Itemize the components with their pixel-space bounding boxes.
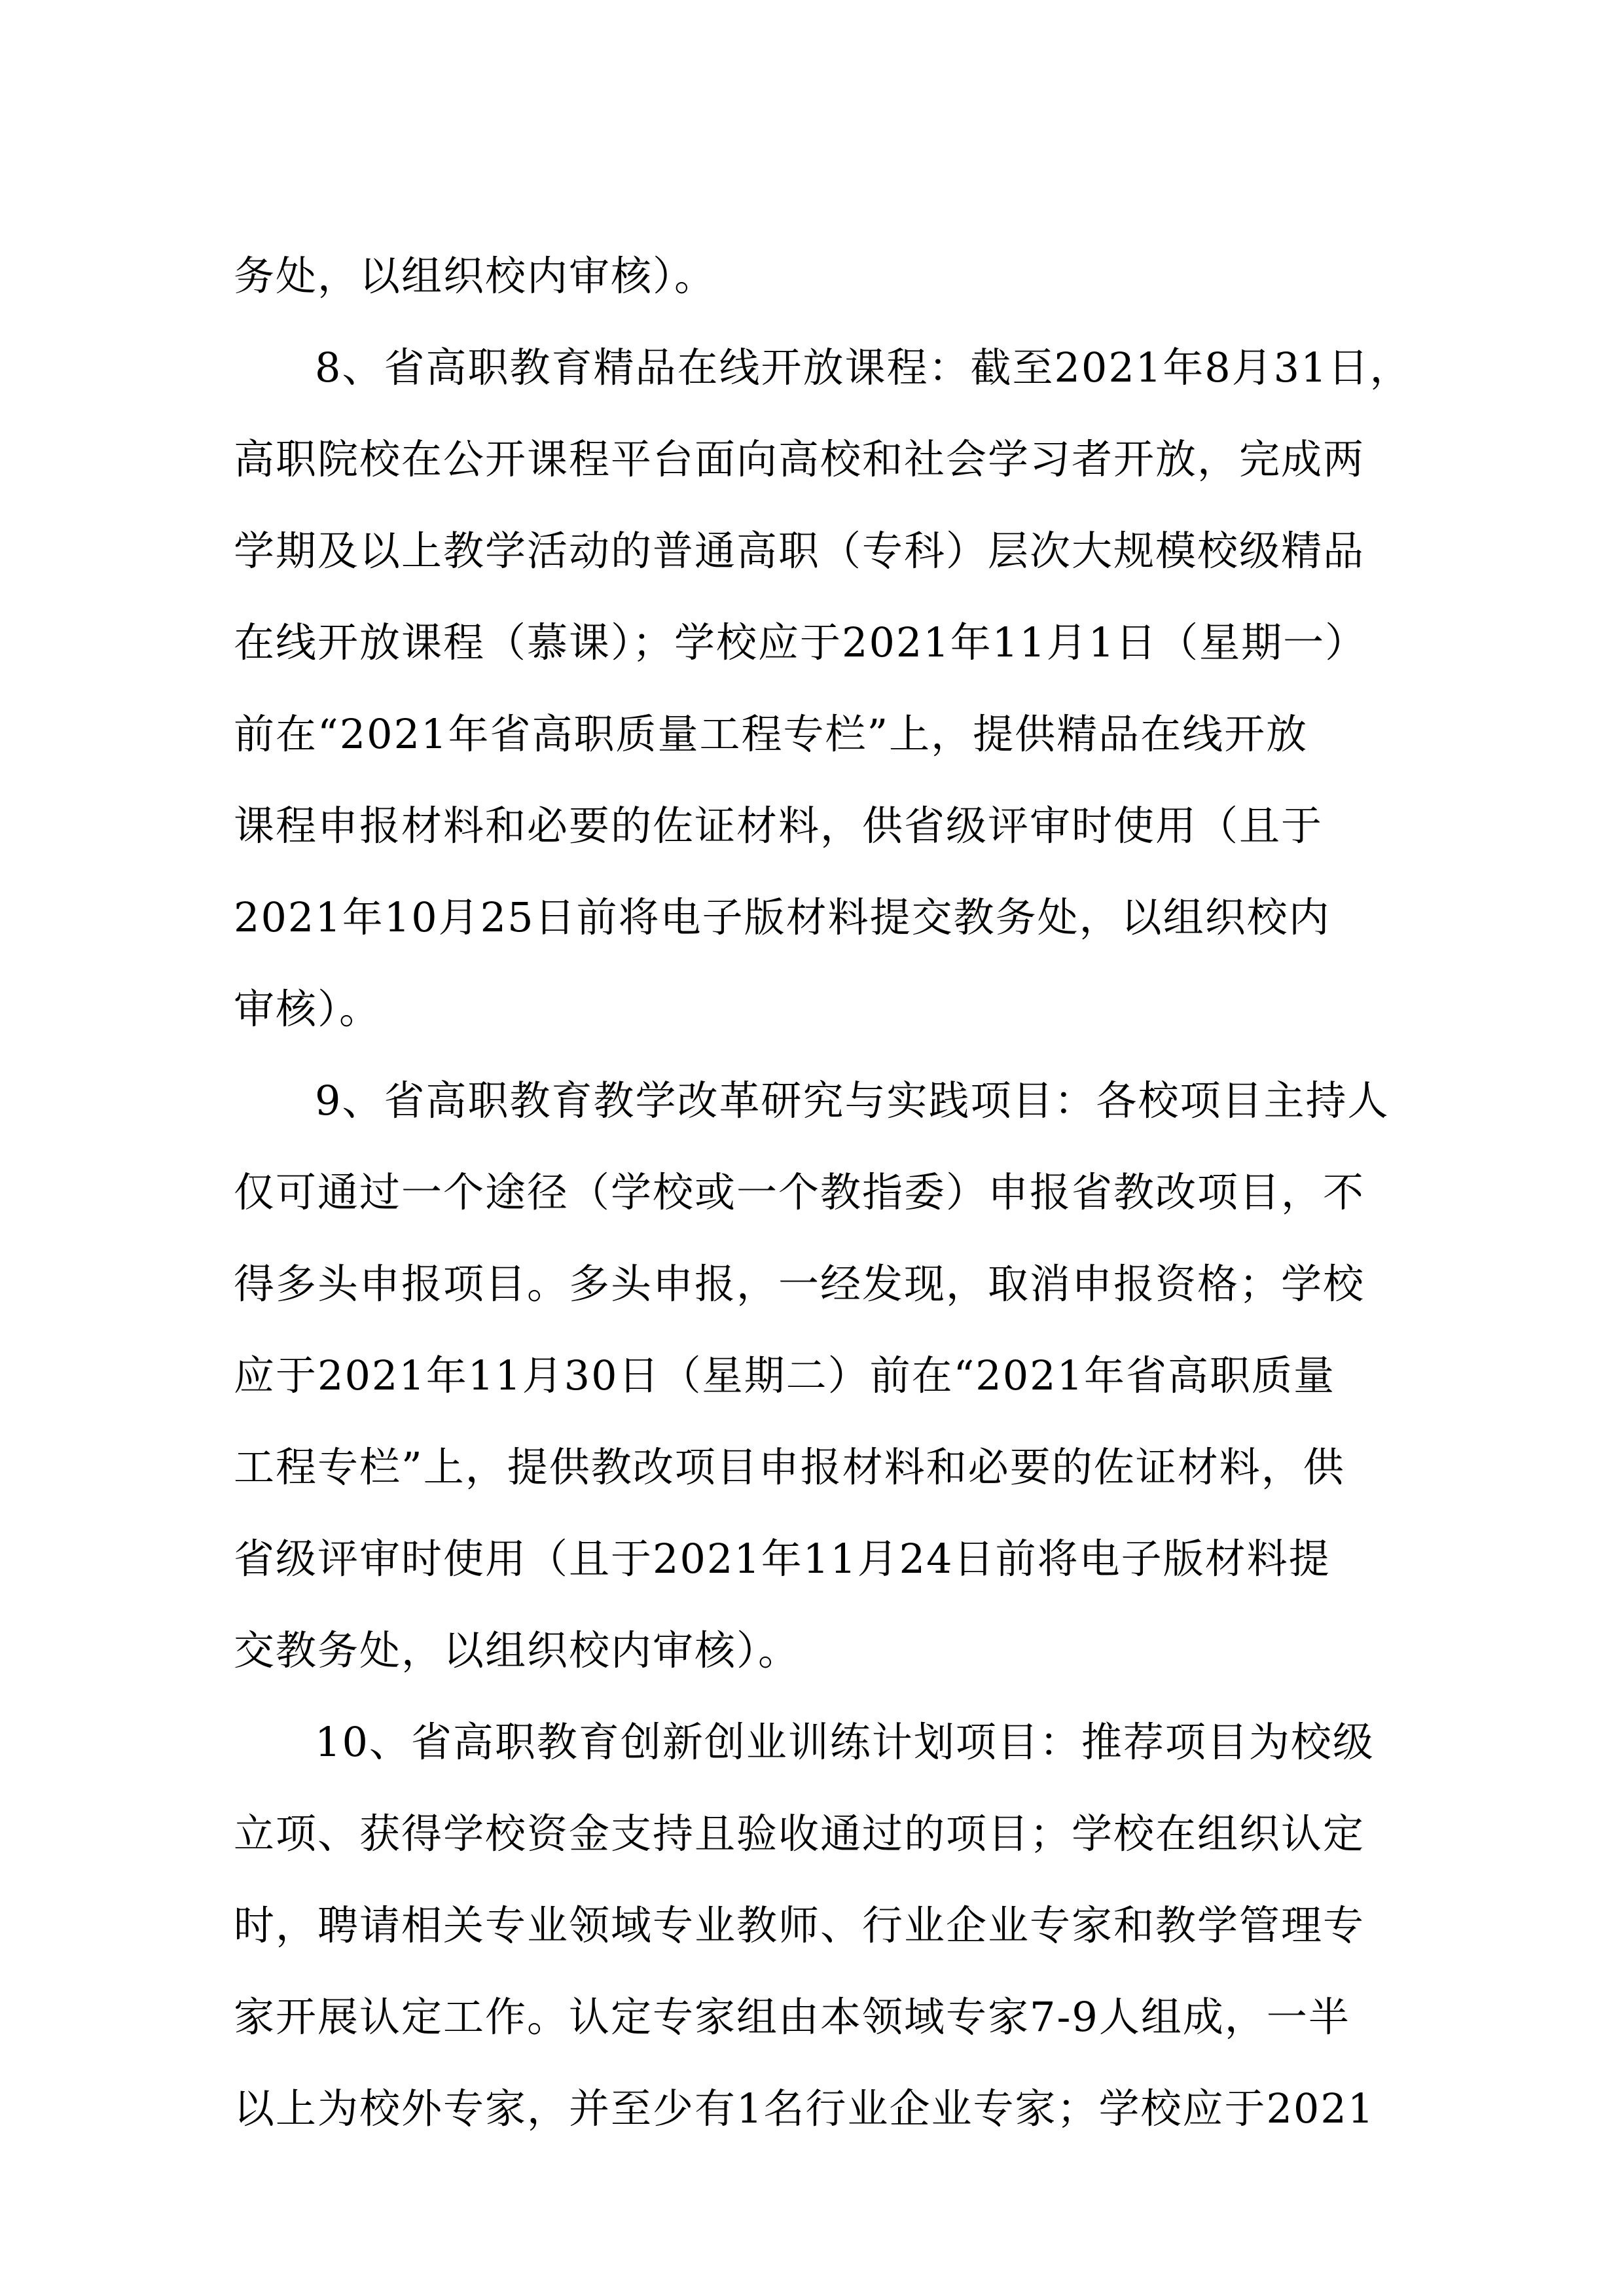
text-line: 10、省高职教育创新创业训练计划项目：推荐项目为校级: [315, 1718, 1375, 1766]
text-line: 应于2021年11月30日（星期二）前在“2021年省高职质量: [234, 1352, 1336, 1399]
paragraph-10: [234, 1696, 1399, 2155]
text-line: 交教务处，以组织校内审核）。: [234, 1626, 801, 1674]
text-line: 9、省高职教育教学改革研究与实践项目：各校项目主持人: [315, 1077, 1390, 1124]
text-line: 以上为校外专家，并至少有1名行业企业专家；学校应于2021: [234, 2085, 1375, 2132]
text-line: 务处，以组织校内审核）。: [234, 252, 717, 300]
text-line: 省级评审时使用（且于2021年11月24日前将电子版材料提: [234, 1535, 1331, 1583]
paragraph-9: [234, 1055, 1399, 1696]
text-line: 8、省高职教育精品在线开放课程：截至2021年8月31日，: [315, 344, 1412, 391]
text-line: 学期及以上教学活动的普通高职（专科）层次大规模校级精品: [234, 527, 1365, 575]
text-line: 前在“2021年省高职质量工程专栏”上，提供精品在线开放: [234, 710, 1308, 758]
text-line: 在线开放课程（慕课）；学校应于2021年11月1日（星期一）: [234, 619, 1367, 666]
text-line: 得多头申报项目。多头申报，一经发现，取消申报资格；学校: [234, 1260, 1365, 1308]
text-line: 工程专栏”上，提供教改项目申报材料和必要的佐证材料，供: [234, 1443, 1345, 1491]
text-line: 时，聘请相关专业领域专业教师、行业企业专家和教学管理专: [234, 1901, 1365, 1949]
text-line: 立项、获得学校资金支持且验收通过的项目；学校在组织认定: [234, 1810, 1365, 1857]
document-body: [234, 230, 1412, 2155]
text-line: 课程申报材料和必要的佐证材料，供省级评审时使用（且于: [234, 802, 1324, 850]
text-line: 仅可通过一个途径（学校或一个教指委）申报省教改项目，不: [234, 1168, 1365, 1216]
text-line: 审核）。: [234, 985, 382, 1033]
paragraph-7-tail: [234, 230, 1399, 322]
text-line: 2021年10月25日前将电子版材料提交教务处，以组织校内: [234, 893, 1331, 941]
text-line: 高职院校在公开课程平台面向高校和社会学习者开放，完成两: [234, 435, 1365, 483]
text-line: 家开展认定工作。认定专家组由本领域专家7-9人组成，一半: [234, 1993, 1350, 2041]
paragraph-8: [234, 322, 1412, 1055]
